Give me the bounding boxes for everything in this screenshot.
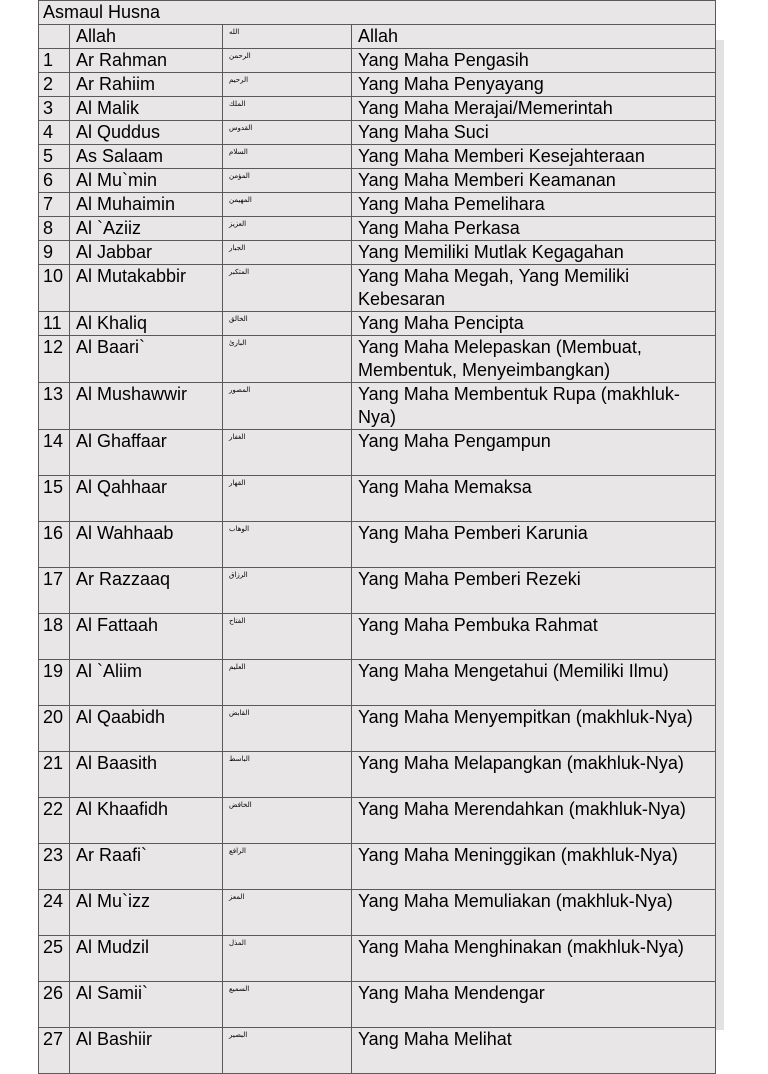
- meaning-cell: Yang Maha Merendahkan (makhluk-Nya): [352, 798, 716, 844]
- meaning-cell: Yang Maha Pengampun: [352, 430, 716, 476]
- row-number-cell: 3: [39, 97, 70, 121]
- meaning-cell: Yang Maha Pemberi Rezeki: [352, 568, 716, 614]
- arabic-cell: الخافض: [223, 798, 352, 844]
- name-cell: Al Ghaffaar: [70, 430, 223, 476]
- table-row: [39, 193, 716, 217]
- meaning-cell: Yang Maha Menyempitkan (makhluk-Nya): [352, 706, 716, 752]
- meaning-cell: Yang Maha Meninggikan (makhluk-Nya): [352, 844, 716, 890]
- asmaul-husna-table: [38, 0, 716, 1074]
- meaning-cell: Yang Maha Membentuk Rupa (makhluk-Nya): [352, 383, 716, 430]
- meaning-cell: Yang Maha Melapangkan (makhluk-Nya): [352, 752, 716, 798]
- meaning-cell: Yang Maha Pembuka Rahmat: [352, 614, 716, 660]
- name-cell: Ar Raafi`: [70, 844, 223, 890]
- name-cell: Al Jabbar: [70, 241, 223, 265]
- meaning-cell: Yang Maha Merajai/Memerintah: [352, 97, 716, 121]
- header-meaning-cell: Allah: [352, 25, 716, 49]
- name-cell: Al Mu`min: [70, 169, 223, 193]
- row-number-cell: 8: [39, 217, 70, 241]
- meaning-cell: Yang Maha Melepaskan (Membuat, Membentuk, Menyeimbangkan): [352, 336, 716, 383]
- table-row: [39, 383, 716, 430]
- row-number-cell: 26: [39, 982, 70, 1028]
- row-number-cell: 19: [39, 660, 70, 706]
- arabic-cell: الفتاح: [223, 614, 352, 660]
- name-cell: Al `Aliim: [70, 660, 223, 706]
- arabic-cell: السميع: [223, 982, 352, 1028]
- arabic-cell: القهار: [223, 476, 352, 522]
- meaning-cell: Yang Maha Melihat: [352, 1028, 716, 1074]
- arabic-cell: المصور: [223, 383, 352, 430]
- table-row: [39, 265, 716, 312]
- table-row: [39, 614, 716, 660]
- row-number-cell: 27: [39, 1028, 70, 1074]
- table-row: [39, 936, 716, 982]
- table-row: [39, 336, 716, 383]
- row-number-cell: 22: [39, 798, 70, 844]
- name-cell: Al Fattaah: [70, 614, 223, 660]
- row-number-cell: 10: [39, 265, 70, 312]
- name-cell: Al Muhaimin: [70, 193, 223, 217]
- table-row: [39, 73, 716, 97]
- name-cell: Al Samii`: [70, 982, 223, 1028]
- meaning-cell: Yang Maha Menghinakan (makhluk-Nya): [352, 936, 716, 982]
- arabic-cell: المتكبر: [223, 265, 352, 312]
- name-cell: Al Mudzil: [70, 936, 223, 982]
- table-row: [39, 476, 716, 522]
- arabic-cell: العليم: [223, 660, 352, 706]
- row-number-cell: 20: [39, 706, 70, 752]
- row-number-cell: 14: [39, 430, 70, 476]
- table-row: [39, 1028, 716, 1074]
- arabic-cell: الجبار: [223, 241, 352, 265]
- arabic-cell: الرافع: [223, 844, 352, 890]
- meaning-cell: Yang Maha Suci: [352, 121, 716, 145]
- table-title-row: [39, 1, 716, 25]
- meaning-cell: Yang Maha Mendengar: [352, 982, 716, 1028]
- name-cell: Al Mushawwir: [70, 383, 223, 430]
- table-title: Asmaul Husna: [39, 1, 716, 25]
- meaning-cell: Yang Maha Memberi Keamanan: [352, 169, 716, 193]
- name-cell: Ar Rahman: [70, 49, 223, 73]
- row-number-cell: 9: [39, 241, 70, 265]
- meaning-cell: Yang Maha Pengasih: [352, 49, 716, 73]
- name-cell: Al Mutakabbir: [70, 265, 223, 312]
- meaning-cell: Yang Maha Mengetahui (Memiliki Ilmu): [352, 660, 716, 706]
- meaning-cell: Yang Memiliki Mutlak Kegagahan: [352, 241, 716, 265]
- name-cell: Al Wahhaab: [70, 522, 223, 568]
- row-number-cell: 25: [39, 936, 70, 982]
- table-row: [39, 752, 716, 798]
- name-cell: Ar Rahiim: [70, 73, 223, 97]
- table-row: [39, 522, 716, 568]
- arabic-cell: المهيمن: [223, 193, 352, 217]
- name-cell: Al Khaafidh: [70, 798, 223, 844]
- name-cell: Al Malik: [70, 97, 223, 121]
- table-row: [39, 121, 716, 145]
- arabic-cell: الملك: [223, 97, 352, 121]
- name-cell: Al Khaliq: [70, 312, 223, 336]
- name-cell: Al Baari`: [70, 336, 223, 383]
- meaning-cell: Yang Maha Memuliakan (makhluk-Nya): [352, 890, 716, 936]
- arabic-cell: البارئ: [223, 336, 352, 383]
- table-row: [39, 49, 716, 73]
- meaning-cell: Yang Maha Perkasa: [352, 217, 716, 241]
- table-row: [39, 312, 716, 336]
- name-cell: Al Mu`izz: [70, 890, 223, 936]
- meaning-cell: Yang Maha Pemberi Karunia: [352, 522, 716, 568]
- arabic-cell: الرزاق: [223, 568, 352, 614]
- header-name-cell: Allah: [70, 25, 223, 49]
- row-number-cell: 23: [39, 844, 70, 890]
- header-num-cell: [39, 25, 70, 49]
- table-row: [39, 844, 716, 890]
- meaning-cell: Yang Maha Pemelihara: [352, 193, 716, 217]
- table-row: [39, 982, 716, 1028]
- table-row: [39, 706, 716, 752]
- table-row: [39, 890, 716, 936]
- meaning-cell: Yang Maha Pencipta: [352, 312, 716, 336]
- name-cell: Al Baasith: [70, 752, 223, 798]
- arabic-cell: القابض: [223, 706, 352, 752]
- row-number-cell: 17: [39, 568, 70, 614]
- row-number-cell: 21: [39, 752, 70, 798]
- row-number-cell: 18: [39, 614, 70, 660]
- table-header-row: [39, 25, 716, 49]
- meaning-cell: Yang Maha Penyayang: [352, 73, 716, 97]
- name-cell: Al Qahhaar: [70, 476, 223, 522]
- arabic-cell: القدوس: [223, 121, 352, 145]
- header-arabic-cell: الله: [223, 25, 352, 49]
- arabic-cell: الخالق: [223, 312, 352, 336]
- arabic-cell: المؤمن: [223, 169, 352, 193]
- row-number-cell: 12: [39, 336, 70, 383]
- row-number-cell: 16: [39, 522, 70, 568]
- row-number-cell: 11: [39, 312, 70, 336]
- meaning-cell: Yang Maha Memberi Kesejahteraan: [352, 145, 716, 169]
- name-cell: Ar Razzaaq: [70, 568, 223, 614]
- arabic-cell: الباسط: [223, 752, 352, 798]
- table-row: [39, 169, 716, 193]
- document-sheet: [38, 0, 716, 1074]
- row-number-cell: 4: [39, 121, 70, 145]
- table-row: [39, 660, 716, 706]
- table-row: [39, 217, 716, 241]
- arabic-cell: الرحمن: [223, 49, 352, 73]
- arabic-cell: المذل: [223, 936, 352, 982]
- table-row: [39, 568, 716, 614]
- arabic-cell: العزيز: [223, 217, 352, 241]
- row-number-cell: 7: [39, 193, 70, 217]
- row-number-cell: 13: [39, 383, 70, 430]
- table-row: [39, 241, 716, 265]
- arabic-cell: السلام: [223, 145, 352, 169]
- meaning-cell: Yang Maha Megah, Yang Memiliki Kebesaran: [352, 265, 716, 312]
- table-row: [39, 97, 716, 121]
- row-number-cell: 5: [39, 145, 70, 169]
- table-row: [39, 430, 716, 476]
- name-cell: Al Bashiir: [70, 1028, 223, 1074]
- name-cell: As Salaam: [70, 145, 223, 169]
- name-cell: Al Qaabidh: [70, 706, 223, 752]
- arabic-cell: المعز: [223, 890, 352, 936]
- arabic-cell: الغفار: [223, 430, 352, 476]
- row-number-cell: 6: [39, 169, 70, 193]
- name-cell: Al Quddus: [70, 121, 223, 145]
- arabic-cell: البصير: [223, 1028, 352, 1074]
- arabic-cell: الوهاب: [223, 522, 352, 568]
- row-number-cell: 24: [39, 890, 70, 936]
- table-row: [39, 798, 716, 844]
- table-row: [39, 145, 716, 169]
- meaning-cell: Yang Maha Memaksa: [352, 476, 716, 522]
- row-number-cell: 1: [39, 49, 70, 73]
- row-number-cell: 2: [39, 73, 70, 97]
- row-number-cell: 15: [39, 476, 70, 522]
- arabic-cell: الرحيم: [223, 73, 352, 97]
- name-cell: Al `Aziiz: [70, 217, 223, 241]
